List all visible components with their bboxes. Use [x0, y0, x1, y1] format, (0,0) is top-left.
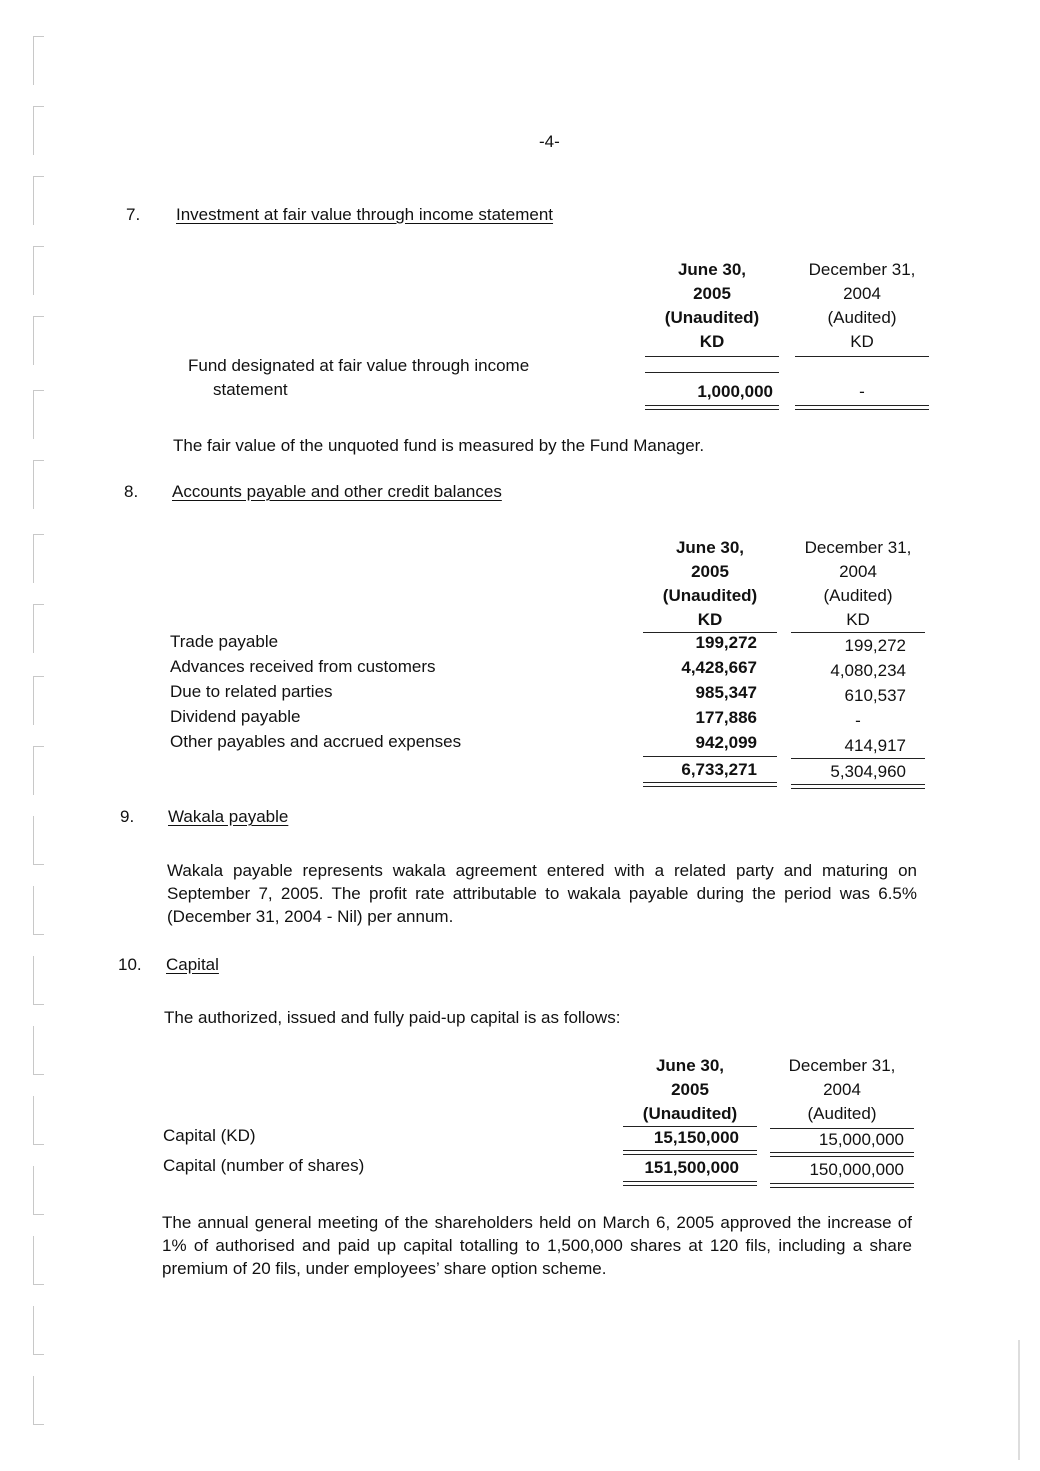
- s8-row-label: Advances received from customers: [170, 657, 436, 676]
- s10-value-2004: 150,000,000: [809, 1160, 904, 1179]
- s10-intro: The authorized, issued and fully paid-up capital is as follows:: [164, 1008, 621, 1027]
- s8-total-2005: 6,733,271: [681, 760, 757, 779]
- margin-mark: [33, 316, 44, 365]
- s7-value-2004: -: [859, 382, 865, 401]
- s8-row-label: Dividend payable: [170, 707, 301, 726]
- s8-value-2004: 4,080,234: [830, 661, 906, 680]
- section-9-number: 9.: [120, 807, 135, 826]
- s10-value-2004: 15,000,000: [818, 1130, 904, 1149]
- s10-value-2005: 151,500,000: [644, 1158, 739, 1177]
- margin-mark: [33, 1376, 44, 1425]
- margin-mark: [33, 246, 44, 295]
- s8-col2-header-rule: [791, 632, 925, 633]
- s8-row-label: Other payables and accrued expenses: [170, 732, 462, 751]
- s7-total-double-rule: [795, 405, 929, 410]
- section-8-number: 8.: [124, 482, 139, 501]
- s8-row-label: Trade payable: [170, 632, 279, 651]
- s8-total-double-rule: [643, 782, 777, 787]
- s8-value-2005: 4,428,667: [681, 658, 757, 677]
- s10-row-double-rule: [623, 1150, 757, 1155]
- s8-value-2004: -: [855, 711, 861, 730]
- section-7-title: Investment at fair value through income statement: [176, 205, 554, 224]
- margin-mark: [33, 176, 44, 225]
- margin-mark: [33, 460, 44, 509]
- section-10-title: Capital: [166, 955, 219, 974]
- s10-value-2005: 15,150,000: [653, 1128, 739, 1147]
- s7-total-double-rule: [645, 405, 779, 410]
- margin-mark: [33, 36, 44, 85]
- s8-col1-header: June 30, 2005 (Unaudited) KD: [662, 538, 758, 629]
- s8-subtotal-rule: [791, 758, 925, 759]
- section-7-number: 7.: [126, 205, 141, 224]
- margin-mark: [33, 1026, 44, 1075]
- s10-row-label: Capital (number of shares): [163, 1156, 365, 1175]
- margin-mark: [33, 816, 44, 865]
- s7-col2-header: December 31, 2004 (Audited) KD: [808, 260, 916, 351]
- s10-row-double-rule: [770, 1152, 914, 1157]
- s8-value-2005: 177,886: [695, 708, 757, 727]
- margin-mark: [33, 676, 44, 725]
- s8-total-2004: 5,304,960: [830, 762, 906, 781]
- s8-value-2005: 985,347: [695, 683, 757, 702]
- s7-col1-header: June 30, 2005 (Unaudited) KD: [664, 260, 760, 351]
- s10-agm-paragraph: The annual general meeting of the shareholders held on March 6, 2005 approved the increase of 1% of authorised and paid up capital totalling to 1,500,000 shares at 120 fils, including a share premium of 20 fils, under employees’ share option scheme.: [162, 1213, 912, 1278]
- s10-col1-header: June 30, 2005 (Unaudited): [642, 1056, 738, 1123]
- s10-col2-header-rule: [770, 1128, 914, 1129]
- s7-row-label: Fund designated at fair value through income: [188, 356, 530, 375]
- margin-mark: [33, 1166, 44, 1215]
- margin-mark: [33, 746, 44, 795]
- margin-mark: [33, 1236, 44, 1285]
- s7-row-label-cont: statement: [213, 380, 288, 399]
- s10-row-label: Capital (KD): [163, 1126, 256, 1145]
- s8-value-2005: 942,099: [695, 733, 757, 752]
- s9-paragraph: Wakala payable represents wakala agreement entered with a related party and maturing on September 7, 2005. The profit rate attributable to wakala payable during the period was 6.5% (December 31, 2004 - Nil) per annum.: [167, 861, 917, 926]
- s7-value-2005: 1,000,000: [697, 382, 773, 401]
- s8-col2-header: December 31, 2004 (Audited) KD: [804, 538, 912, 629]
- s7-col2-header-rule: [795, 356, 929, 357]
- s10-col1-header-rule: [623, 1126, 757, 1127]
- margin-mark: [33, 886, 44, 935]
- margin-mark: [33, 106, 44, 155]
- section-10-number: 10.: [118, 955, 142, 974]
- margin-mark: [33, 604, 44, 653]
- s10-total-double-rule: [770, 1183, 914, 1188]
- s8-row-label: Due to related parties: [170, 682, 333, 701]
- s8-value-2004: 199,272: [844, 636, 906, 655]
- margin-mark: [33, 390, 44, 439]
- s8-value-2004: 414,917: [844, 736, 906, 755]
- s8-value-2005: 199,272: [695, 633, 757, 652]
- section-9-title: Wakala payable: [168, 807, 289, 826]
- page-number: -4-: [539, 132, 560, 151]
- section-8-title: Accounts payable and other credit balances: [172, 482, 502, 501]
- s8-total-double-rule: [791, 784, 925, 789]
- s7-row-top-rule: [645, 372, 779, 373]
- s8-subtotal-rule: [643, 756, 777, 757]
- margin-mark: [33, 1096, 44, 1145]
- s10-total-double-rule: [623, 1181, 757, 1186]
- margin-mark: [33, 1306, 44, 1355]
- margin-mark: [33, 534, 44, 583]
- s7-col1-header-rule: [645, 356, 779, 357]
- margin-mark: [33, 956, 44, 1005]
- s7-note: The fair value of the unquoted fund is measured by the Fund Manager.: [173, 436, 705, 455]
- s8-value-2004: 610,537: [844, 686, 906, 705]
- s10-col2-header: December 31, 2004 (Audited): [788, 1056, 896, 1123]
- page-edge-shadow: [1018, 1340, 1020, 1460]
